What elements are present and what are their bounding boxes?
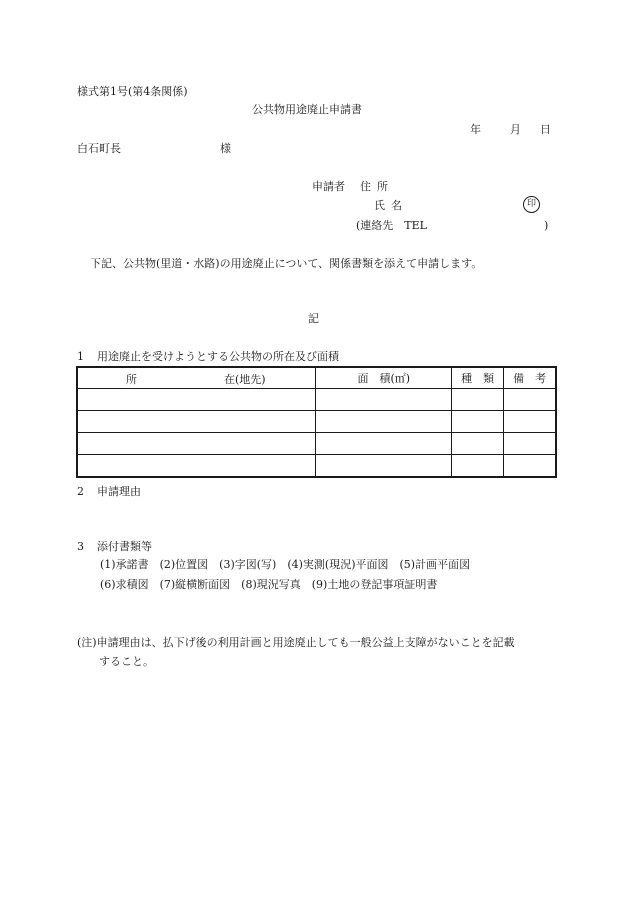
- public-property-table: [76, 366, 557, 478]
- header-location-a: 所: [126, 373, 137, 386]
- honorific: 様: [220, 142, 231, 155]
- section-1-title: 用途廃止を受けようとする公共物の所在及び面積: [97, 350, 339, 363]
- section-3-number: 3: [77, 540, 84, 553]
- section-1-number: 1: [77, 350, 84, 363]
- document-title: 公共物用途廃止申請書: [252, 103, 362, 116]
- header-location: [77, 367, 316, 389]
- addressee: 白石町長: [77, 142, 121, 155]
- cell-location[interactable]: [77, 455, 316, 478]
- table-row: [77, 433, 556, 455]
- table-row: [77, 455, 556, 478]
- cell-type[interactable]: [452, 455, 504, 478]
- request-statement: 下記、公共物(里道・水路)の用途廃止について、関係書類を添えて申請します。: [90, 257, 483, 270]
- applicant-label: 申請者: [312, 180, 345, 193]
- cell-type[interactable]: [452, 411, 504, 433]
- section-3-title: 添付書類等: [97, 540, 152, 553]
- contact-close: ): [544, 219, 549, 232]
- header-area: 面 積(㎡): [316, 367, 452, 389]
- attachment-list-line-2: (6)求積図 (7)縦横断面図 (8)現況写真 (9)土地の登記事項証明書: [100, 578, 438, 591]
- cell-type[interactable]: [452, 433, 504, 455]
- cell-location[interactable]: [77, 433, 316, 455]
- cell-type[interactable]: [452, 389, 504, 411]
- section-3-heading: [77, 540, 152, 554]
- note-line-2: すること。: [99, 655, 154, 668]
- ki-heading: 記: [308, 312, 319, 325]
- contact-label: (連絡先 TEL: [356, 219, 427, 232]
- form-number: 様式第1号(第4条関係): [77, 85, 188, 98]
- date-day-label: 日: [540, 123, 551, 136]
- section-1-heading: [77, 350, 339, 364]
- cell-note[interactable]: [504, 433, 556, 455]
- table-row: [77, 411, 556, 433]
- name-label: 氏名: [374, 199, 408, 212]
- cell-note[interactable]: [504, 389, 556, 411]
- header-location-b: 在(地先): [224, 373, 266, 386]
- table-row: [77, 389, 556, 411]
- cell-location[interactable]: [77, 411, 316, 433]
- address-label: 住所: [360, 180, 394, 193]
- header-note: 備 考: [504, 367, 556, 389]
- cell-note[interactable]: [504, 411, 556, 433]
- seal-icon: 印: [523, 196, 540, 213]
- cell-area[interactable]: [316, 455, 452, 478]
- header-type: 種 類: [452, 367, 504, 389]
- cell-area[interactable]: [316, 411, 452, 433]
- cell-location[interactable]: [77, 389, 316, 411]
- date-month-label: 月: [510, 123, 521, 136]
- date-year-label: 年: [470, 123, 481, 136]
- cell-note[interactable]: [504, 455, 556, 478]
- note-line-1: (注)申請理由は、払下げ後の利用計画と用途廃止しても一般公益上支障がないことを記載: [77, 636, 515, 649]
- table-header-row: [77, 367, 556, 389]
- cell-area[interactable]: [316, 433, 452, 455]
- cell-area[interactable]: [316, 389, 452, 411]
- attachment-list-line-1: (1)承諾書 (2)位置図 (3)字図(写) (4)実測(現況)平面図 (5)計画平面図: [100, 558, 471, 571]
- section-2-title: 申請理由: [97, 485, 141, 498]
- section-2-heading: [77, 485, 141, 499]
- section-2-number: 2: [77, 485, 84, 498]
